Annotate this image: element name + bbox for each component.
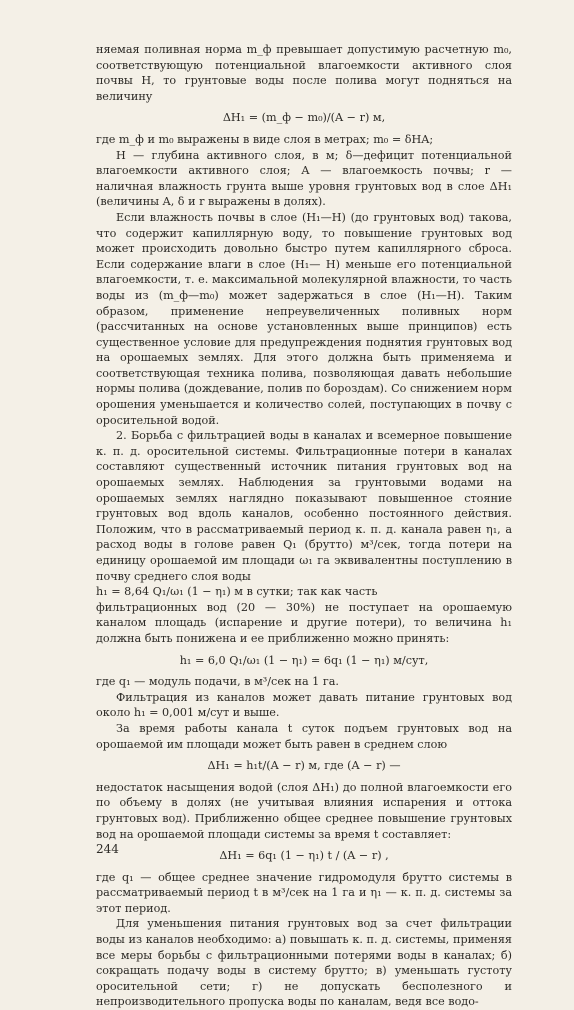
paragraph-3: H — глубина активного слоя, в м; δ—дефицит потенциальной влагоемкости активного слоя; A — влагоемкость почвы; r — наличная влажность грунта выше уровня грунтовых вод в слое ΔH₁ (величины A, δ и r выражены в долях). [96,148,512,209]
paragraph-9: За время работы канала t суток подъем грунтовых вод на орошаемой им площади может быть равен в среднем слою [96,721,512,751]
paragraph-7: где q₁ — модуль подачи, в м³/сек на 1 га. [96,675,339,689]
paragraph-6: фильтрационных вод (20 — 30%) не поступает на орошаемую каналом площадь (испарение и другие потери), то величина h₁ должна быть понижена и ее приближенно можно принять: [96,600,512,645]
paragraph-4: Если влажность почвы в слое (H₁—H) (до грунтовых вод) такова, что содержит капиллярную воду, то повышение грунтовых вод может происходить довольно быстро путем капиллярного сброса. Если содержание влаги в слое (H₁— H) меньше его потенциальной влагоемкости, т. е. максимальной молекулярной влажности, то часть воды из (m_ф—m₀) может задержаться в слое (H₁—H). Таким образом, применение непреувеличенных поливных норм (рассчитанных на основе установленных выше принципов) есть существенное условие для предупреждения поднятия грунтовых вод на орошаемых землях. Для этого должна быть применяема и соответствующая техника полива, позволяющая давать небольшие нормы полива (дождевание, полив по бороздам). Со снижением норм орошения уменьшается и количество солей, поступающих в почву с оросительной водой. [96,210,512,427]
formula-h1-inline: h₁ = 8,64 Q₁/ω₁ (1 − η₁) м в сутки; так как часть [96,585,378,599]
paragraph-1: няемая поливная норма m_ф превышает допустимую расчетную m₀, соответствующую потенциальной влагоемкости активного слоя почвы H, то грунтовые воды после полива могут подняться на величину [96,43,512,103]
formula-h1-main: h₁ = 6,0 Q₁/ω₁ (1 − η₁) = 6q₁ (1 − η₁) м/сут, [179,653,429,667]
text-column [96,42,512,1010]
paragraph-8: Фильтрация из каналов может давать питание грунтовых вод около h₁ = 0,001 м/сут и выше. [96,690,512,720]
paragraph-5: 2. Борьба с фильтрацией воды в каналах и всемерное повышение к. п. д. оросительной системы. Фильтрационные потери в каналах составляют существенный источник питания грунтовых вод на орошаемых землях. Наблюдения за грунтовыми водами на орошаемых землях наглядно показывают повышенное стояние грунтовых вод вдоль каналов, особенно постоянного действия. Положим, что в рассматриваемый период к. п. д. канала равен η₁, а расход воды в голове равен Q₁ (брутто) м³/сек, тогда потери на единицу орошаемой им площади ω₁ га эквивалентны поступлению в почву среднего слоя воды [96,429,512,583]
formula-dh1: ΔH₁ = (m_ф − m₀)/(A − r) м, [222,111,386,125]
paragraph-10: недостаток насыщения водой (слоя ΔH₁) до полной влагоемкости его по объему в долях (не учитывая влияния испарения и оттока грунтовых вод). Приближенно общее среднее повышение грунтовых вод на орошаемой площади системы за время t составляет: [96,780,512,841]
page-number: 244 [96,842,119,856]
formula-dh1-t: ΔH₁ = h₁t/(A − r) м, где (A − r) — [207,759,401,773]
paragraph-2: где m_ф и m₀ выражены в виде слоя в метрах; m₀ = δHA; [96,132,434,146]
paragraph-12: Для уменьшения питания грунтовых вод за счет фильтрации воды из каналов необходимо: а) повышать к. п. д. системы, применяя все меры борьбы с фильтрационными потерями воды в каналах; б) сокращать подачу воды в систему брутто; в) уменьшать густоту оросительной сети; г) не допускать бесполезного и непроизводительного пропуска воды по каналам, ведя все водо- [96,917,512,1009]
formula-dh1-total: ΔH₁ = 6q₁ (1 − η₁) t / (A − r) , [219,849,389,863]
paragraph-11: где q₁ — общее среднее значение гидромодуля брутто системы в рассматриваемый период t в м³/сек на 1 га и η₁ — к. п. д. системы за этот период. [96,870,512,915]
